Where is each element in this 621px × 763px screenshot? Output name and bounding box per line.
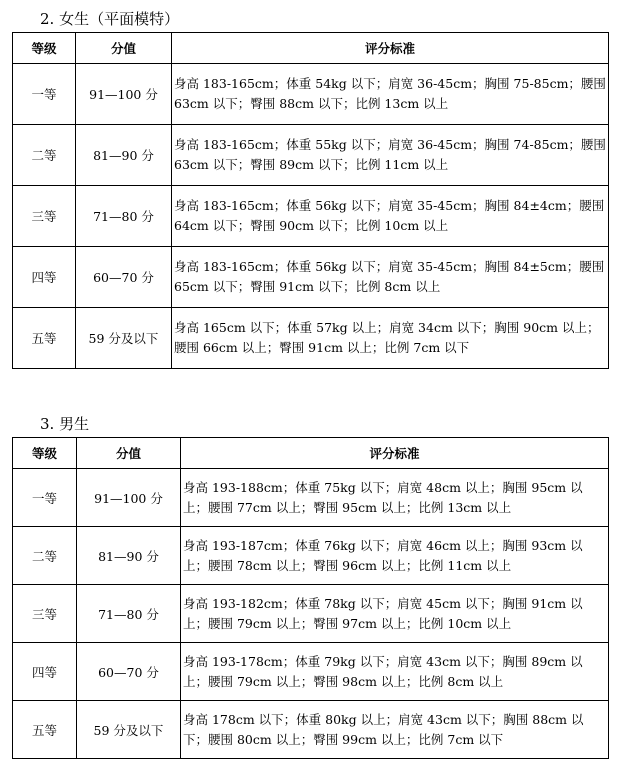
section-title-male: 3. 男生: [40, 415, 90, 433]
score-cell: 71—80 分: [77, 585, 181, 643]
grade-cell: 二等: [13, 125, 76, 186]
female-criteria-table: [12, 32, 609, 369]
grade-cell: 二等: [13, 527, 77, 585]
header-score: 分值: [77, 438, 181, 469]
male-criteria-table: [12, 437, 609, 759]
score-cell: 59 分及以下: [76, 308, 172, 369]
section-title-female: 2. 女生（平面模特）: [40, 10, 180, 28]
grade-cell: 五等: [13, 701, 77, 759]
criteria-cell: 身高 183-165cm；体重 54kg 以下；肩宽 36-45cm；胸围 75-85cm；腰围 63cm 以下；臀围 88cm 以下；比例 13cm 以上: [172, 64, 609, 125]
criteria-cell: 身高 178cm 以下；体重 80kg 以上；肩宽 43cm 以下；胸围 88cm 以下；腰围 80cm 以上；臀围 99cm 以上；比例 7cm 以下: [181, 701, 609, 759]
criteria-cell: 身高 165cm 以下；体重 57kg 以上；肩宽 34cm 以下；胸围 90cm 以上；腰围 66cm 以上；臀围 91cm 以上；比例 7cm 以下: [172, 308, 609, 369]
criteria-cell: 身高 183-165cm；体重 55kg 以下；肩宽 36-45cm；胸围 74-85cm；腰围 63cm 以下；臀围 89cm 以下；比例 11cm 以上: [172, 125, 609, 186]
score-cell: 59 分及以下: [77, 701, 181, 759]
score-cell: 71—80 分: [76, 186, 172, 247]
table-row: [13, 64, 609, 125]
score-cell: 91—100 分: [77, 469, 181, 527]
grade-cell: 一等: [13, 469, 77, 527]
grade-cell: 一等: [13, 64, 76, 125]
grade-cell: 五等: [13, 308, 76, 369]
criteria-cell: 身高 193-178cm；体重 79kg 以下；肩宽 43cm 以下；胸围 89cm 以上；腰围 79cm 以上；臀围 98cm 以上；比例 8cm 以上: [181, 643, 609, 701]
score-cell: 81—90 分: [77, 527, 181, 585]
table-row: [13, 247, 609, 308]
criteria-cell: 身高 193-187cm；体重 76kg 以下；肩宽 46cm 以上；胸围 93cm 以上；腰围 78cm 以上；臀围 96cm 以上；比例 11cm 以上: [181, 527, 609, 585]
table-row: [13, 469, 609, 527]
grade-cell: 四等: [13, 247, 76, 308]
table-row: [13, 125, 609, 186]
criteria-cell: 身高 183-165cm；体重 56kg 以下；肩宽 35-45cm；胸围 84±4cm；腰围 64cm 以下；臀围 90cm 以下；比例 10cm 以上: [172, 186, 609, 247]
header-criteria: 评分标准: [172, 33, 609, 64]
header-criteria: 评分标准: [181, 438, 609, 469]
score-cell: 60—70 分: [76, 247, 172, 308]
table-row: [13, 308, 609, 369]
score-cell: 91—100 分: [76, 64, 172, 125]
table-row: [13, 643, 609, 701]
header-score: 分值: [76, 33, 172, 64]
criteria-cell: 身高 193-188cm；体重 75kg 以下；肩宽 48cm 以上；胸围 95cm 以上；腰围 77cm 以上；臀围 95cm 以上；比例 13cm 以上: [181, 469, 609, 527]
criteria-cell: 身高 193-182cm；体重 78kg 以下；肩宽 45cm 以下；胸围 91cm 以上；腰围 79cm 以上；臀围 97cm 以上；比例 10cm 以上: [181, 585, 609, 643]
table-header-row: [13, 33, 609, 64]
table-row: [13, 527, 609, 585]
table-row: [13, 701, 609, 759]
score-cell: 81—90 分: [76, 125, 172, 186]
header-grade: 等级: [13, 438, 77, 469]
score-cell: 60—70 分: [77, 643, 181, 701]
table-row: [13, 585, 609, 643]
criteria-cell: 身高 183-165cm；体重 56kg 以下；肩宽 35-45cm；胸围 84±5cm；腰围 65cm 以下；臀围 91cm 以下；比例 8cm 以上: [172, 247, 609, 308]
grade-cell: 三等: [13, 585, 77, 643]
table-header-row: [13, 438, 609, 469]
header-grade: 等级: [13, 33, 76, 64]
table-row: [13, 186, 609, 247]
grade-cell: 三等: [13, 186, 76, 247]
grade-cell: 四等: [13, 643, 77, 701]
